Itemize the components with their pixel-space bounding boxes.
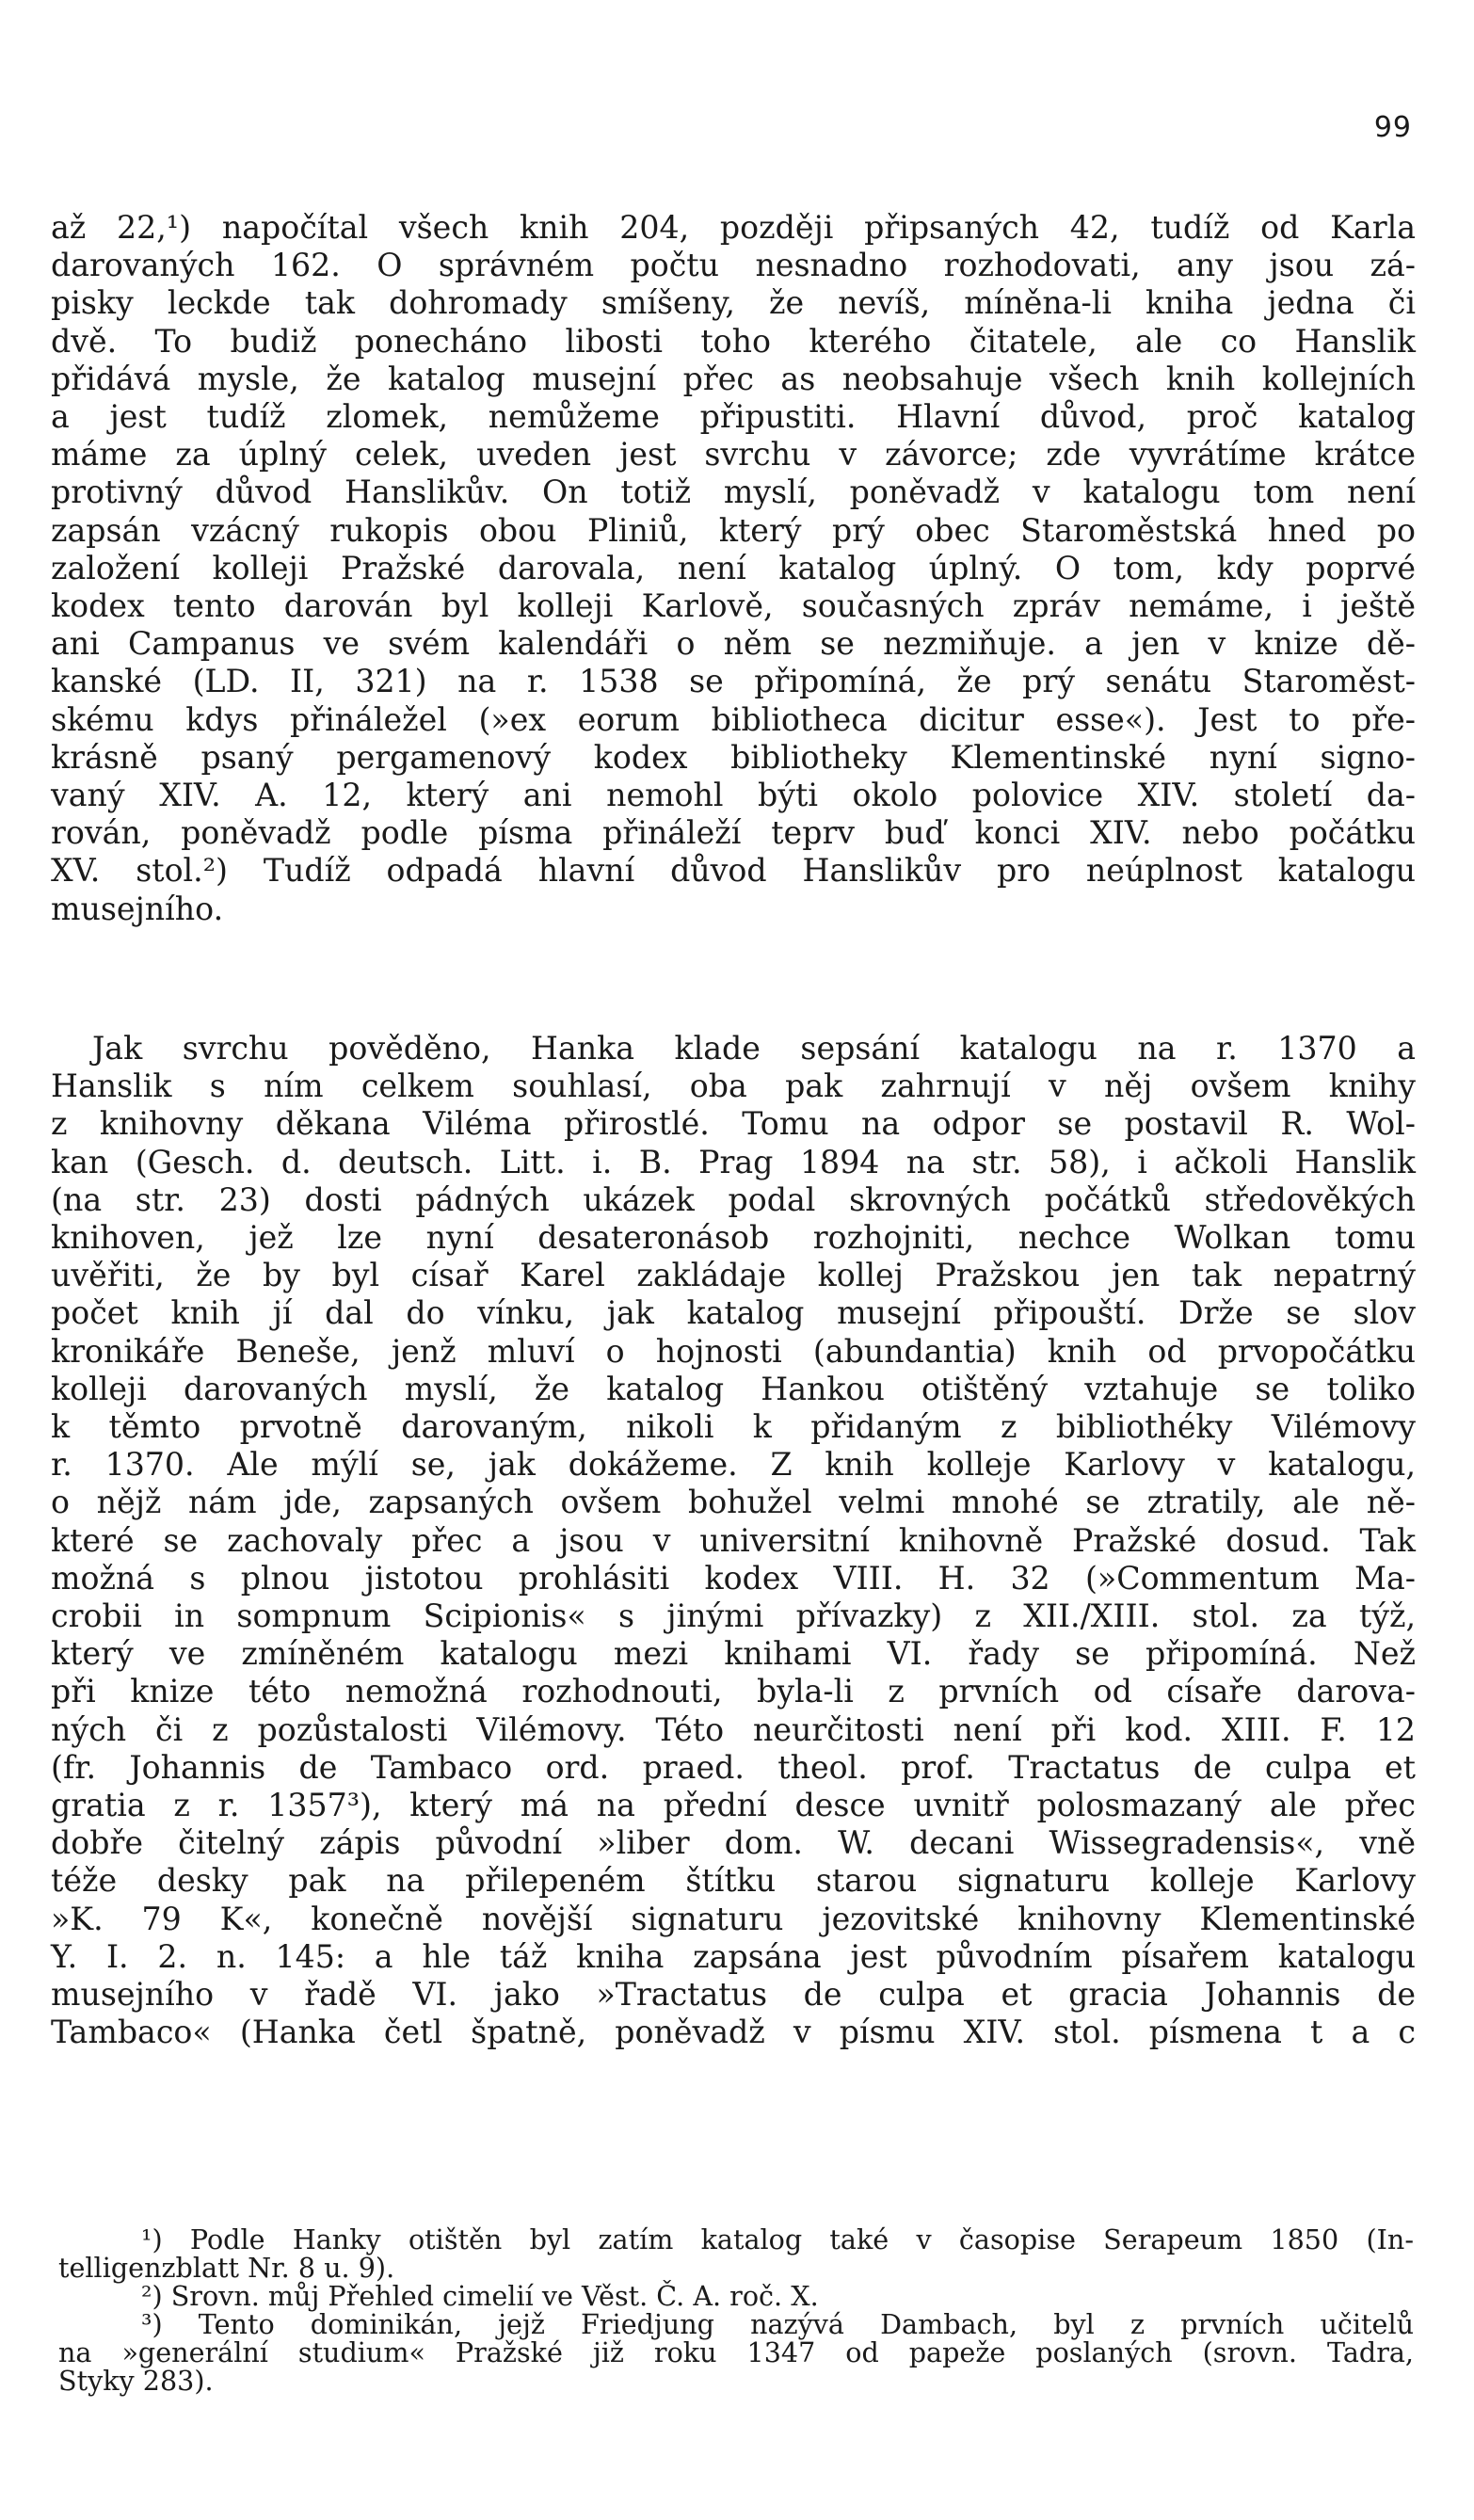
footnote-line: na »generální studium« Pražské již roku 1347 od papeže poslaných (srovn. Tadra, — [58, 2336, 1414, 2368]
text-line: »K. 79 K«, konečně novější signaturu jezovitské knihovny Klementinské — [51, 1900, 1416, 1937]
text-line: darovaných 162. O správném počtu nesnadno rozhodovati, any jsou zá- — [51, 247, 1416, 284]
footnote-1 — [58, 2225, 1414, 2282]
text-line: počet knih jí dal do vínku, jak katalog musejní připouští. Drže se slov — [51, 1294, 1416, 1332]
text-line: téže desky pak na přilepeném štítku starou signaturu kolleje Karlovy — [51, 1862, 1416, 1900]
text-line: musejního. — [51, 890, 224, 927]
footnote-line: telligenzblatt Nr. 8 u. 9). — [58, 2252, 395, 2284]
text-line: vaný XIV. A. 12, který ani nemohl býti okolo polovice XIV. století da- — [51, 777, 1416, 814]
text-line: (na str. 23) dosti pádných ukázek podal skrovných počátků středověkých — [51, 1180, 1416, 1218]
footnote-line: ³) Tento dominikán, jejž Friedjung nazývá Dambach, byl z prvních učitelů — [141, 2308, 1414, 2340]
text-line: které se zachovaly přec a jsou v universitní knihovně Pražské dosud. Tak — [51, 1521, 1416, 1559]
text-line: z knihovny děkana Viléma přirostlé. Tomu na odpor se postavil R. Wol- — [51, 1105, 1416, 1143]
text-line: gratia z r. 1357³), který má na přední desce uvnitř polosmazaný ale přec — [51, 1787, 1416, 1824]
text-line: rován, poněvadž podle písma přináleží teprv buď konci XIV. nebo počátku — [51, 814, 1416, 852]
text-line: až 22,¹) napočítal všech knih 204, později připsaných 42, tudíž od Karla — [51, 209, 1416, 246]
footnotes — [58, 2225, 1414, 2395]
text-line: při knize této nemožná rozhodnouti, byla-li z prvních od císaře darova- — [51, 1673, 1416, 1710]
footnote-line: Styky 283). — [58, 2365, 214, 2397]
page-number: 99 — [1373, 111, 1412, 144]
footnote-3 — [58, 2310, 1414, 2395]
text-line: protivný důvod Hanslikův. On totiž myslí, poněvadž v katalogu tom není — [51, 474, 1416, 511]
text-line: možná s plnou jistotou prohlásiti kodex VIII. H. 32 (»Commentum Ma- — [51, 1559, 1416, 1597]
text-line: ných či z pozůstalosti Vilémovy. Této neurčitosti není při kod. XIII. F. 12 — [51, 1710, 1416, 1748]
text-line: máme za úplný celek, uveden jest svrchu v závorce; zde vyvrátíme krátce — [51, 436, 1416, 474]
footnote-line: ²) Srovn. můj Přehled cimelií ve Věst. Č. A. roč. X. — [141, 2280, 819, 2312]
text-line: crobii in sompnum Scipionis« s jinými přívazky) z XII./XIII. stol. za týž, — [51, 1597, 1416, 1635]
text-line: přidává mysle, že katalog musejní přec as neobsahuje všech knih kollejních — [51, 360, 1416, 397]
text-line: r. 1370. Ale mýlí se, jak dokážeme. Z knih kolleje Karlovy v katalogu, — [51, 1446, 1416, 1484]
text-line: ani Campanus ve svém kalendáři o něm se nezmiňuje. a jen v knize dě- — [51, 625, 1416, 663]
text-line: kodex tento darován byl kolleji Karlově, současných zpráv nemáme, i ještě — [51, 587, 1416, 625]
text-line: (fr. Johannis de Tambaco ord. praed. theol. prof. Tractatus de culpa et — [51, 1748, 1416, 1786]
text-line: který ve zmíněném katalogu mezi knihami VI. řady se připomíná. Než — [51, 1635, 1416, 1673]
text-line: pisky leckde tak dohromady smíšeny, že nevíš, míněna-li kniha jedna či — [51, 284, 1416, 322]
text-line: a jest tudíž zlomek, nemůžeme připustiti. Hlavní důvod, proč katalog — [51, 398, 1416, 436]
text-line: Y. I. 2. n. 145: a hle táž kniha zapsána jest původním písařem katalogu — [51, 1937, 1416, 1975]
text-line: dobře čitelný zápis původní »liber dom. W. decani Wissegradensis«, vně — [51, 1824, 1416, 1862]
body-paragraph-2 — [51, 1030, 1416, 2051]
text-line: dvě. To budiž ponecháno libosti toho kterého čitatele, ale co Hanslik — [51, 322, 1416, 360]
text-line: kanské (LD. II, 321) na r. 1538 se připomíná, že prý senátu Staroměst- — [51, 663, 1416, 700]
text-line: knihoven, jež lze nyní desateronásob rozhojniti, nechce Wolkan tomu — [51, 1219, 1416, 1257]
text-line: Jak svrchu pověděno, Hanka klade sepsání katalogu na r. 1370 a — [92, 1030, 1416, 1067]
text-line: skému kdys přináležel (»ex eorum bibliotheca dicitur esse«). Jest to pře- — [51, 700, 1416, 738]
text-line: XV. stol.²) Tudíž odpadá hlavní důvod Hanslikův pro neúplnost katalogu — [51, 852, 1416, 890]
body-paragraph-1 — [51, 209, 1416, 928]
text-line: uvěřiti, že by byl císař Karel zakládaje kollej Pražskou jen tak nepatrný — [51, 1257, 1416, 1294]
text-line: musejního v řadě VI. jako »Tractatus de culpa et gracia Johannis de — [51, 1976, 1416, 2014]
text-line: o nějž nám jde, zapsaných ovšem bohužel velmi mnohé se ztratily, ale ně- — [51, 1484, 1416, 1521]
text-line: kan (Gesch. d. deutsch. Litt. i. B. Prag 1894 na str. 58), i ačkoli Hanslik — [51, 1143, 1416, 1180]
text-line: Tambaco« (Hanka četl špatně, poněvadž v písmu XIV. stol. písmena t a c — [51, 2014, 1416, 2051]
text-line: kolleji darovaných myslí, že katalog Hankou otištěný vztahuje se toliko — [51, 1370, 1416, 1407]
text-line: založení kolleji Pražské darovala, není katalog úplný. O tom, kdy poprvé — [51, 549, 1416, 586]
text-line: krásně psaný pergamenový kodex bibliotheky Klementinské nyní signo- — [51, 738, 1416, 776]
text-line: k těmto prvotně darovaným, nikoli k přidaným z bibliothéky Vilémovy — [51, 1408, 1416, 1446]
text-line: zapsán vzácný rukopis obou Pliniů, který prý obec Staroměstská hned po — [51, 511, 1416, 549]
footnote-line: ¹) Podle Hanky otištěn byl zatím katalog také v časopise Serapeum 1850 (In- — [141, 2223, 1414, 2255]
text-line: Hanslik s ním celkem souhlasí, oba pak zahrnují v něj ovšem knihy — [51, 1067, 1416, 1105]
footnote-2 — [58, 2282, 1414, 2310]
text-line: kronikáře Beneše, jenž mluví o hojnosti (abundantia) knih od prvopočátku — [51, 1332, 1416, 1370]
